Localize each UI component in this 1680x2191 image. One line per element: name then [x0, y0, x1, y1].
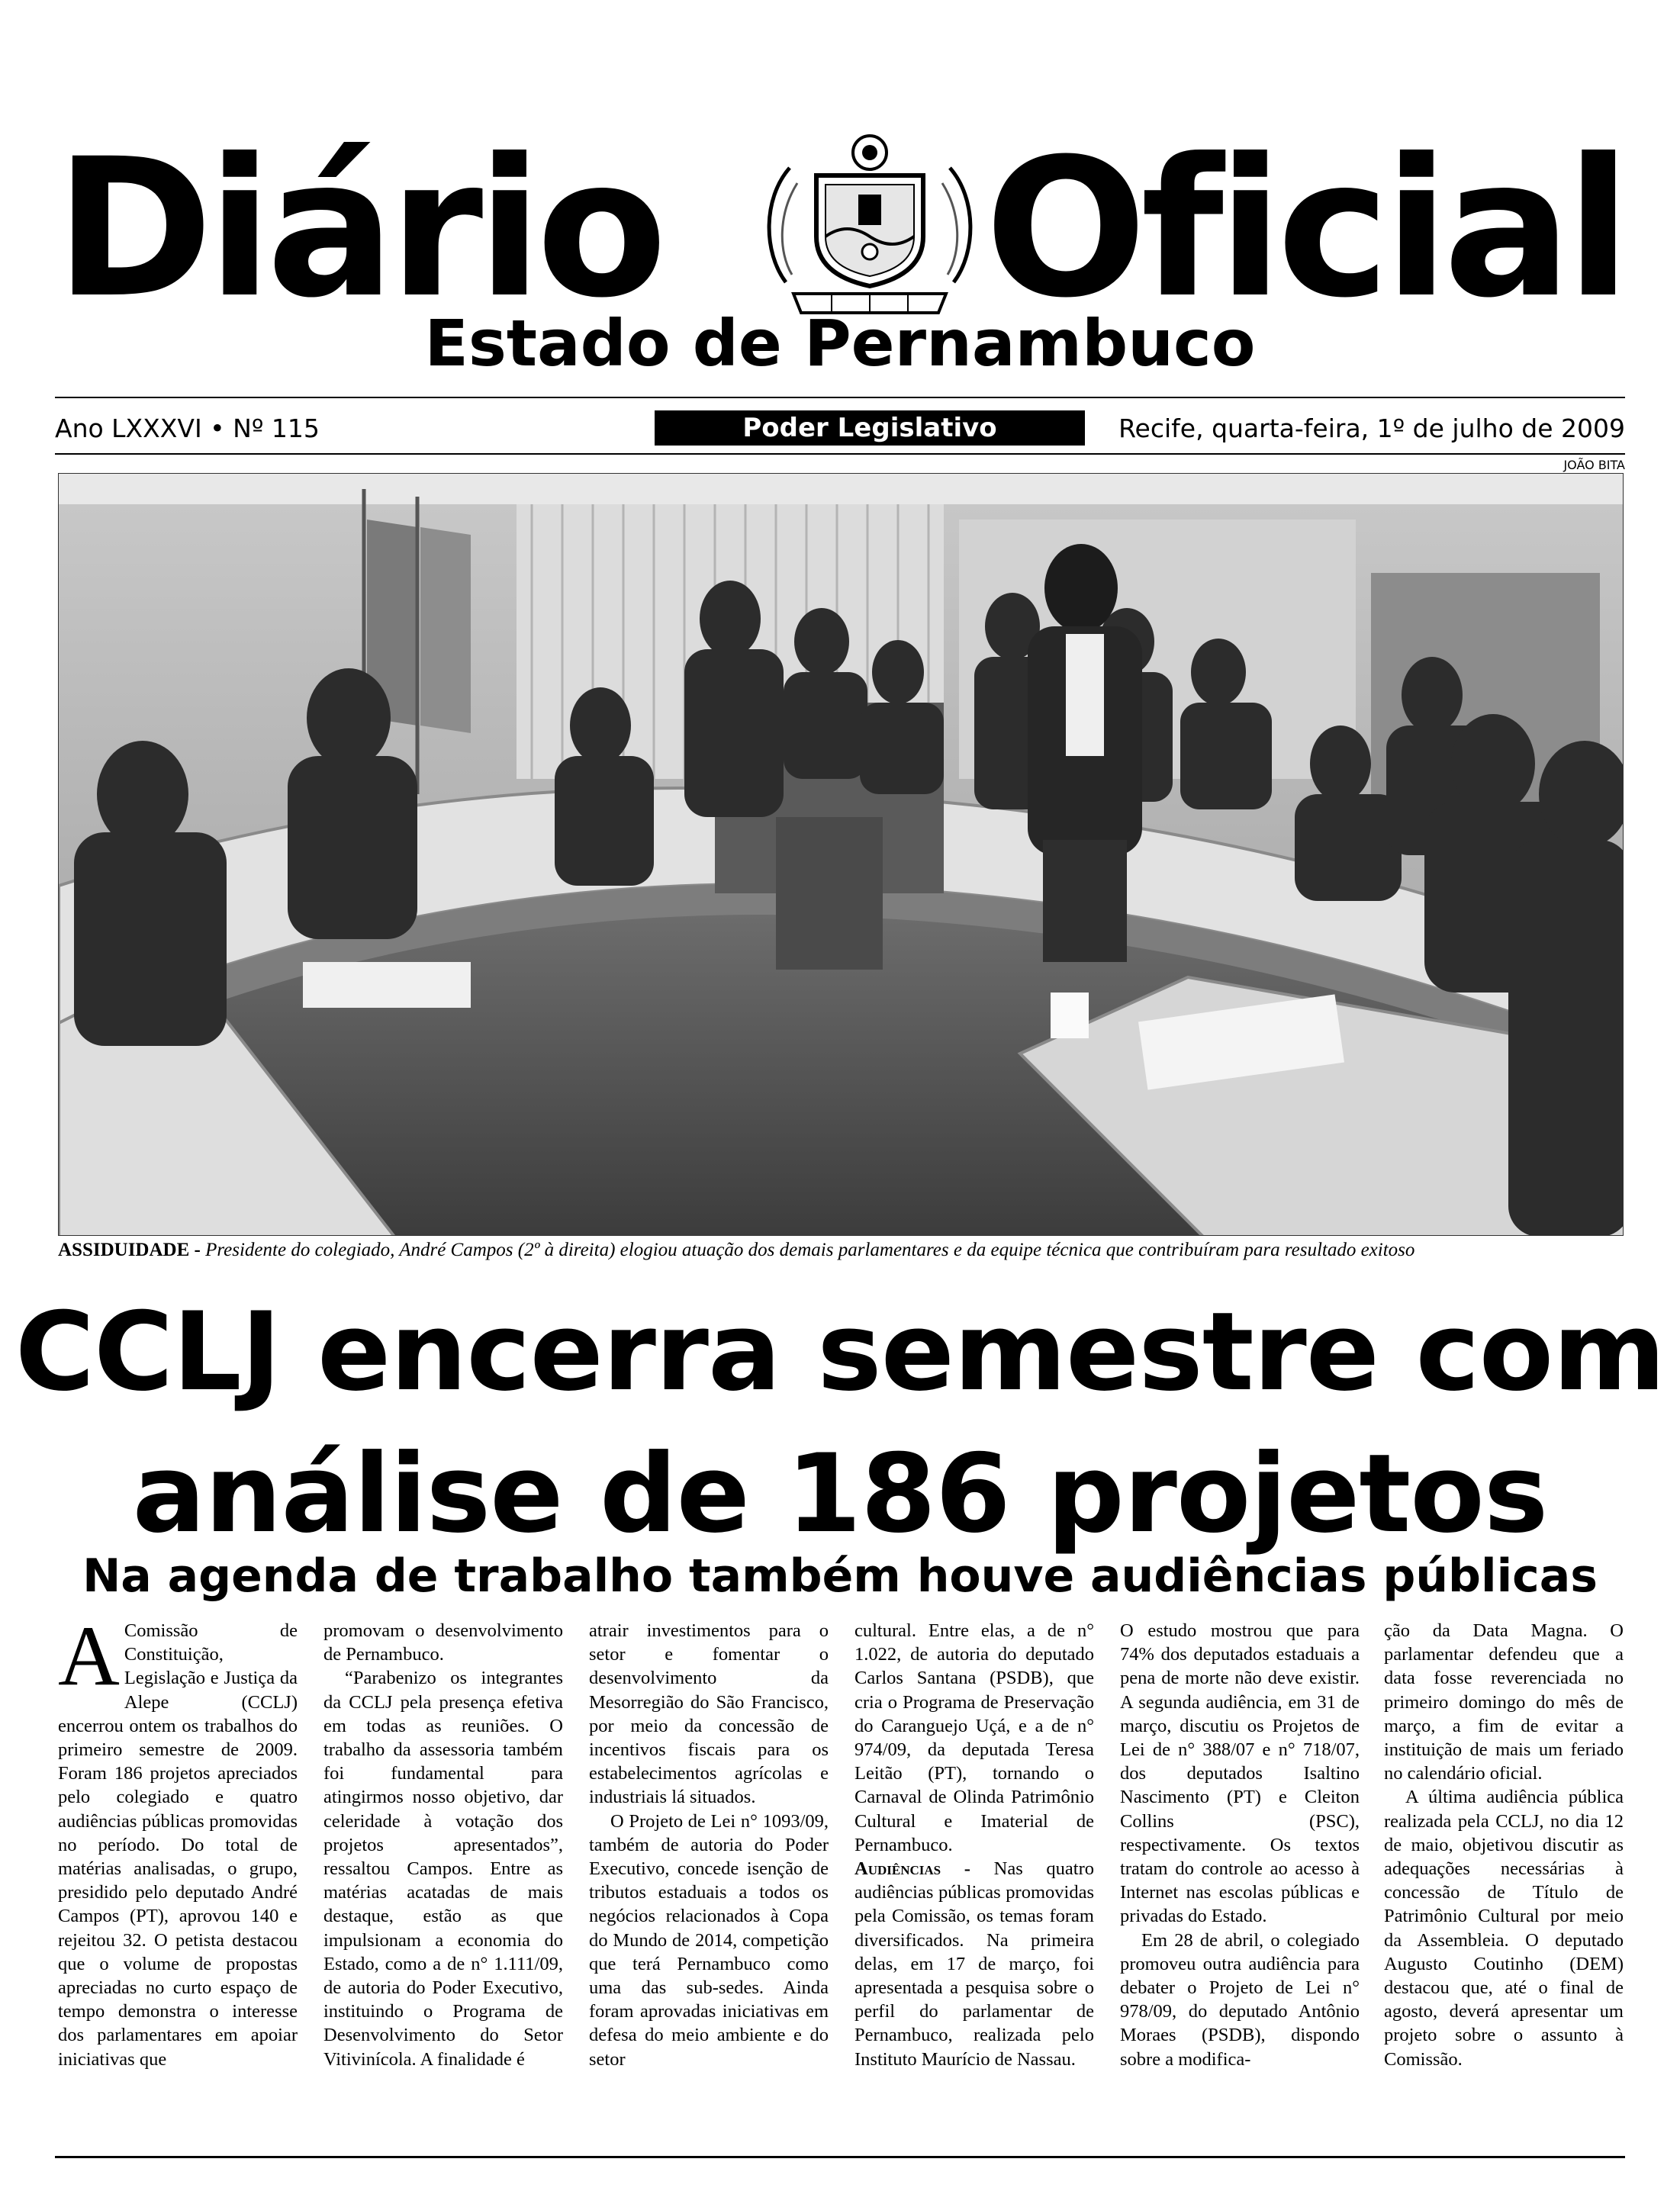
column-1-text: Comissão de Constituição, Legislação e Justiça da Alepe (CCLJ) encerrou ontem os trabalhos do primeiro semestre de 2009. Foram 186 projetos apreciados pelo colegiado e quatro audiências públicas promovidas no período. Do total de matérias analisadas, o grupo, presidido pelo deputado André Campos (PT), aprovou 140 e rejeitou 32. O petista destacou que o volume de propostas apreciadas no curto espaço de tempo demonstra o interesse dos parlamentares em apoiar iniciativas que — [58, 1620, 298, 2070]
headline-line-2: análise de 186 projetos — [132, 1431, 1548, 1557]
meeting-photo — [58, 473, 1624, 1236]
headline-line-1: CCLJ encerra semestre com — [14, 1289, 1666, 1415]
column-6-text-a: ção da Data Magna. O parlamentar defendeu que a data fosse reverenciada no primeiro domingo do mês de março, a fim de evitar a instituição de mais um feriado no calendário oficial. — [1384, 1620, 1624, 1784]
bottom-divider — [55, 2156, 1625, 2158]
column-5-text-a: O estudo mostrou que para 74% dos deputados estaduais a pena de morte não deve existir. A segunda audiência, em 31 de março, discutiu os Projetos de Lei de n° 388/07 e n° 718/07, dos deputados Isaltino Nascimento (PT) e Cleiton Collins (PSC), respectivamente. Os textos tratam do controle ao acesso à Internet nas escolas públicas e privadas do Estado. — [1120, 1620, 1360, 1927]
article-column-2 — [323, 1619, 563, 2153]
column-3-text-a: atrair investimentos para o setor e fomentar o desenvolvimento da Mesorregião do São Francisco, por meio da concessão de incentivos fiscais para os estabelecimentos agrícolas e industriais lá situados. — [589, 1620, 829, 1808]
photo-caption — [58, 1237, 1624, 1263]
column-2-text-b: “Parabenizo os integrantes da CCLJ pela presença efetiva em todas as reuniões. O trabalho da assessoria também foi fundamental para atingirmos nosso objetivo, dar celeridade à votação dos projetos apresentados”, ressaltou Campos. Entre as matérias acatadas de mais destaque, estão as que impulsionam a economia do Estado, como a de n° 1.111/09, de autoria do Poder Executivo, instituindo o Programa de Desenvolvimento do Setor Vitivinícola. A finalidade é — [323, 1668, 563, 2070]
section-label: Poder Legislativo — [655, 410, 1085, 446]
caption-kicker: ASSIDUIDADE - — [58, 1240, 201, 1260]
column-3-text-b: O Projeto de Lei n° 1093/09, também de autoria do Poder Executivo, concede isenção de tributos estaduais a todos os negócios relacionados à Copa do Mundo de 2014, competição que terá Pernambuco como uma das sub-sedes. Ainda foram aprovadas iniciativas em defesa do meio ambiente e do setor — [589, 1810, 829, 2070]
main-headline — [0, 1282, 1680, 1565]
article-column-1 — [58, 1619, 298, 2153]
drop-cap: A — [58, 1619, 120, 1704]
column-4-text-a: cultural. Entre elas, a de n° 1.022, de autoria do deputado Carlos Santana (PSDB), que cria o Programa de Preservação do Caranguejo Uçá, e a de n° 974/09, da deputada Teresa Leitão (PT), tornando o Carnaval de Olinda Patrimônio Cultural e Imaterial de Pernambuco. — [854, 1620, 1094, 1855]
masthead-subtitle: Estado de Pernambuco — [424, 306, 1256, 381]
article-column-6 — [1384, 1619, 1624, 2153]
column-5-text-b: Em 28 de abril, o colegiado promoveu outra audiência para debater o Projeto de Lei n° 978/09, do deputado Antônio Moraes (PSDB), dispondo sobre a modifica- — [1120, 1929, 1360, 2070]
article-column-3 — [589, 1619, 829, 2153]
pernambuco-coat-of-arms-icon — [755, 122, 984, 320]
article-body — [58, 1619, 1624, 2153]
top-divider — [55, 397, 1625, 398]
caption-text: Presidente do colegiado, André Campos (2º à direita) elogiou atuação dos demais parlamentares e da equipe técnica que contribuíram para resultado exitoso — [205, 1240, 1415, 1260]
subheadline: Na agenda de trabalho também houve audiências públicas — [82, 1549, 1598, 1603]
column-6-text-b: A última audiência pública realizada pela CCLJ, no dia 12 de maio, objetivou discutir as adequações necessárias à concessão de Título de Patrimônio Cultural por meio da Assembleia. O deputado Augusto Coutinho (DEM) destacou que, até o final de agosto, deverá apresentar um projeto sobre o assunto à Comissão. — [1384, 1787, 1624, 2070]
article-column-5 — [1120, 1619, 1360, 2153]
masthead-title-left: Diário — [55, 117, 661, 339]
audiencias-kicker: Audiências - — [854, 1858, 970, 1880]
photo-credit: JOÃO BITA — [1563, 458, 1625, 472]
info-bar — [55, 409, 1625, 449]
masthead-title-right: Oficial — [984, 117, 1625, 339]
issue-number: Ano LXXXVI • Nº 115 — [55, 413, 320, 443]
column-2-text-a: promovam o desenvolvimento de Pernambuco. — [323, 1620, 563, 1665]
column-4-text-b: Nas quatro audiências públicas promovidas pela Comissão, os temas foram diversificados. Na primeira delas, em 17 de março, foi apresentada a pesquisa sobre o perfil do parlamentar de Pernambuco, realizada pelo Instituto Maurício de Nassau. — [854, 1858, 1094, 2070]
dateline: Recife, quarta-feira, 1º de julho de 2009 — [1118, 413, 1625, 443]
info-divider — [55, 453, 1625, 455]
article-column-4 — [854, 1619, 1094, 2153]
